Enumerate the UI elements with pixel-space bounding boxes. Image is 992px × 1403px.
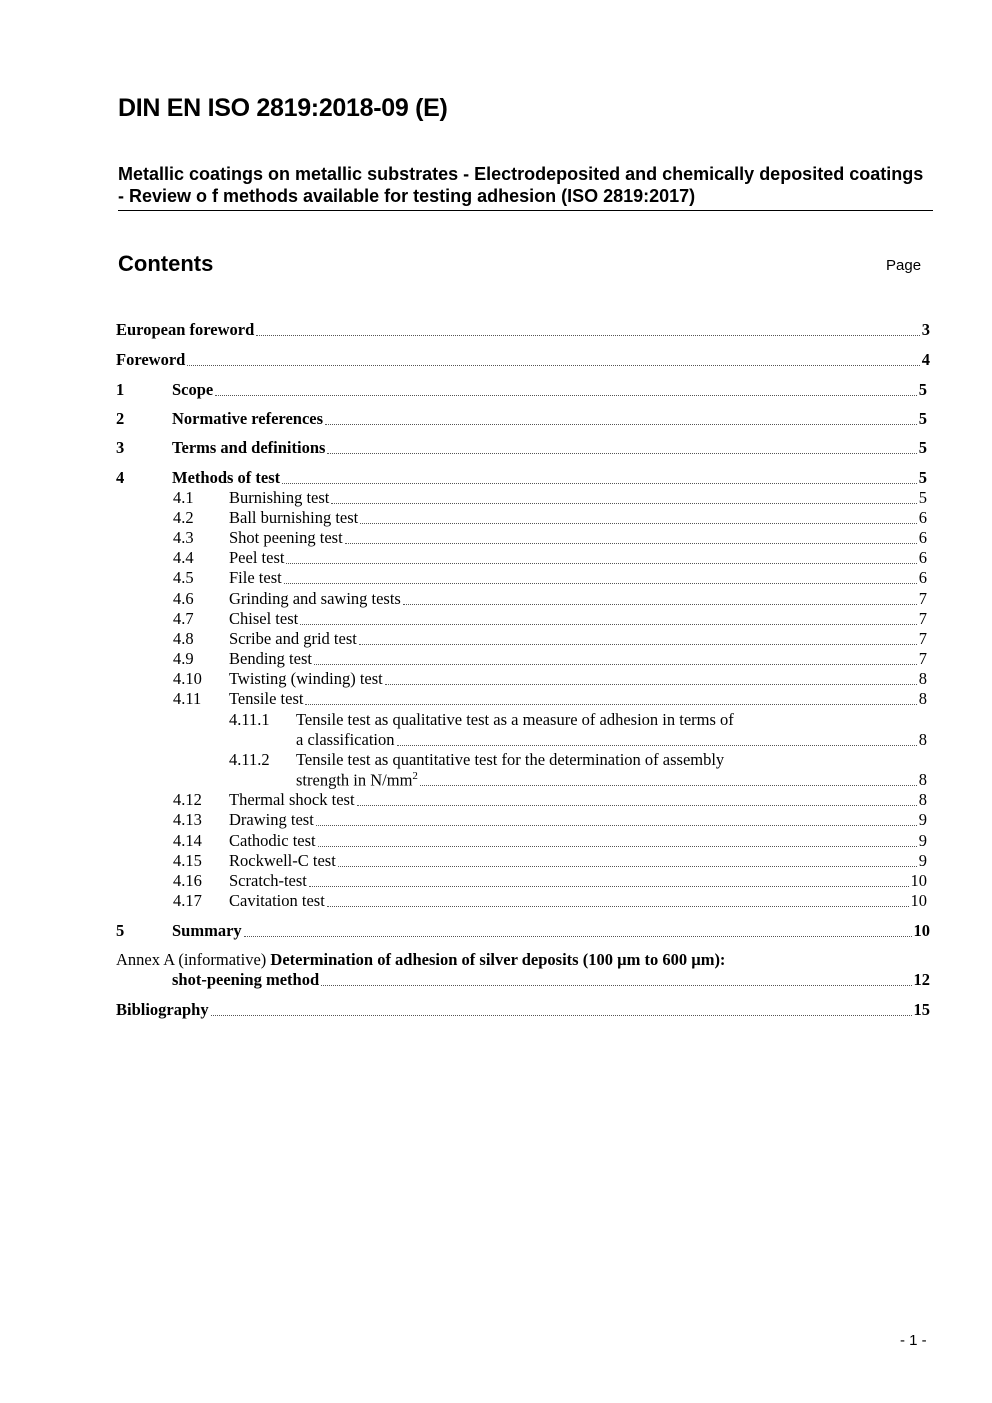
- toc-entry-4[interactable]: [116, 468, 927, 488]
- toc-entry-number: 4.1: [173, 488, 194, 507]
- toc-entry-4-13[interactable]: [173, 810, 927, 830]
- toc-entry-title: Ball burnishing test: [229, 508, 359, 527]
- toc-leader: [284, 583, 917, 584]
- annex-prefix: Annex A (informative): [116, 950, 271, 969]
- toc-entry-number: 4.4: [173, 548, 194, 567]
- toc-entry-page: 6: [918, 528, 927, 547]
- toc-entry-page: 8: [918, 669, 927, 688]
- toc-entry-title: [116, 950, 725, 970]
- toc-entry-number: 4.6: [173, 589, 194, 608]
- toc-entry-page: 8: [918, 770, 927, 789]
- toc-entry-title: Thermal shock test: [229, 790, 355, 809]
- toc-entry-title: European foreword: [116, 320, 255, 339]
- toc-entry-title: Foreword: [116, 350, 186, 369]
- toc-entry-page: 10: [910, 871, 927, 890]
- toc-entry-4-12[interactable]: [173, 790, 927, 810]
- toc-leader: [403, 604, 917, 605]
- toc-entry-4-3[interactable]: [173, 528, 927, 548]
- toc-entry-number: 4.12: [173, 790, 202, 809]
- document-title: Metallic coatings on metallic substrates - Electrodeposited and chemically deposited coatings - Review o f methods available for testing adhesion (ISO 2819:2017): [118, 163, 933, 211]
- toc-entry-title-cont: shot-peening method: [172, 970, 320, 989]
- toc-entry-4-14[interactable]: [173, 831, 927, 851]
- toc-leader: [420, 785, 917, 786]
- toc-entry-title: Scribe and grid test: [229, 629, 357, 648]
- toc-entry-4-1[interactable]: [173, 488, 927, 508]
- toc-leader: [345, 543, 917, 544]
- toc-entry-4-4[interactable]: [173, 548, 927, 568]
- toc-leader: [338, 866, 917, 867]
- toc-leader: [215, 395, 917, 396]
- toc-entry-page: 15: [913, 1000, 930, 1019]
- toc-entry-title: Peel test: [229, 548, 285, 567]
- toc-entry-page: 10: [913, 921, 930, 940]
- toc-entry-number: 4.5: [173, 568, 194, 587]
- toc-leader: [321, 985, 911, 986]
- toc-leader: [314, 664, 917, 665]
- toc-leader: [305, 704, 916, 705]
- toc-entry-number: 4.11: [173, 689, 202, 708]
- toc-entry-page: 8: [918, 790, 927, 809]
- toc-entry-number: 4.17: [173, 891, 202, 910]
- superscript-exponent: 2: [412, 769, 418, 782]
- toc-entry-title: File test: [229, 568, 282, 587]
- toc-entry-page: 9: [918, 831, 927, 850]
- toc-entry-page: 5: [918, 488, 927, 507]
- toc-entry-annex-a-line1[interactable]: [116, 950, 930, 970]
- toc-entry-4-5[interactable]: [173, 568, 927, 588]
- toc-entry-4-11-2-line2[interactable]: [296, 770, 927, 790]
- toc-entry-title: Cavitation test: [229, 891, 325, 910]
- toc-entry-4-15[interactable]: [173, 851, 927, 871]
- document-id: DIN EN ISO 2819:2018-09 (E): [118, 94, 448, 122]
- toc-entry-european-foreword[interactable]: [116, 320, 930, 340]
- toc-entry-page: 3: [921, 320, 930, 339]
- toc-entry-title: Chisel test: [229, 609, 299, 628]
- toc-leader: [360, 523, 917, 524]
- toc-leader: [316, 825, 917, 826]
- toc-entry-title: Cathodic test: [229, 831, 316, 850]
- toc-entry-page: 5: [918, 380, 927, 399]
- toc-entry-page: 9: [918, 810, 927, 829]
- toc-entry-number: 4.15: [173, 851, 202, 870]
- toc-entry-number: 4.11.1: [229, 710, 270, 729]
- toc-entry-4-6[interactable]: [173, 589, 927, 609]
- toc-entry-number: 4.16: [173, 871, 202, 890]
- toc-entry-title: Bibliography: [116, 1000, 209, 1019]
- toc-entry-title: Shot peening test: [229, 528, 343, 547]
- toc-entry-page: 6: [918, 508, 927, 527]
- toc-entry-title: Terms and definitions: [172, 438, 326, 457]
- contents-heading: Contents: [118, 251, 214, 276]
- toc-entry-annex-a-line2[interactable]: [172, 970, 930, 990]
- toc-entry-title: Methods of test: [172, 468, 281, 487]
- toc-entry-title: Scope: [172, 380, 214, 399]
- toc-entry-page: 6: [918, 568, 927, 587]
- toc-entry-title: Burnishing test: [229, 488, 330, 507]
- toc-entry-page: 7: [918, 609, 927, 628]
- toc-entry-bibliography[interactable]: [116, 1000, 930, 1020]
- toc-entry-1[interactable]: [116, 380, 927, 400]
- toc-leader: [282, 483, 917, 484]
- toc-entry-title-cont: a classification: [296, 730, 395, 749]
- toc-entry-number: 4.3: [173, 528, 194, 547]
- annex-title: Determination of adhesion of silver deposits (100 µm to 600 µm):: [270, 950, 726, 969]
- toc-entry-number: 4.14: [173, 831, 202, 850]
- toc-entry-page: 4: [921, 350, 930, 369]
- toc-leader: [309, 886, 909, 887]
- toc-entry-number: 4: [116, 468, 125, 487]
- toc-entry-page: 7: [918, 629, 927, 648]
- toc-leader: [244, 936, 912, 937]
- toc-entry-4-8[interactable]: [173, 629, 927, 649]
- toc-entry-4-9[interactable]: [173, 649, 927, 669]
- toc-entry-number: 4.10: [173, 669, 202, 688]
- toc-entry-number: 4.11.2: [229, 750, 270, 769]
- toc-leader: [357, 805, 917, 806]
- toc-leader: [385, 684, 917, 685]
- toc-entry-page: 12: [913, 970, 930, 989]
- toc-entry-title: Drawing test: [229, 810, 314, 829]
- toc-entry-number: 4.8: [173, 629, 194, 648]
- toc-entry-4-7[interactable]: [173, 609, 927, 629]
- toc-entry-page: 9: [918, 851, 927, 870]
- toc-entry-number: 4.7: [173, 609, 194, 628]
- toc-entry-number: 4.2: [173, 508, 194, 527]
- toc-entry-4-11[interactable]: [173, 689, 927, 709]
- toc-entry-title: Tensile test as quantitative test for the determination of assembly: [296, 750, 725, 769]
- toc-entry-title: Summary: [172, 921, 242, 940]
- toc-leader: [325, 424, 917, 425]
- toc-entry-2[interactable]: [116, 409, 927, 429]
- toc-entry-title-text: strength in N/mm: [296, 770, 413, 789]
- toc-leader: [211, 1015, 912, 1016]
- toc-entry-foreword[interactable]: [116, 350, 930, 370]
- toc-entry-page: 6: [918, 548, 927, 567]
- toc-entry-number: 2: [116, 409, 125, 428]
- toc-entry-number: 1: [116, 380, 125, 399]
- toc-leader: [286, 563, 916, 564]
- toc-leader: [256, 335, 919, 336]
- toc-entry-page: 8: [918, 730, 927, 749]
- toc-leader: [327, 453, 916, 454]
- toc-entry-page: 7: [918, 649, 927, 668]
- toc-leader: [331, 503, 916, 504]
- toc-entry-3[interactable]: [116, 438, 927, 458]
- toc-entry-4-17[interactable]: [173, 891, 927, 911]
- toc-entry-number: 4.13: [173, 810, 202, 829]
- toc-entry-title: Tensile test: [229, 689, 304, 708]
- toc-entry-page: 5: [918, 438, 927, 457]
- page-number: - 1 -: [900, 1332, 927, 1349]
- toc-entry-title: Grinding and sawing tests: [229, 589, 401, 608]
- toc-entry-4-2[interactable]: [173, 508, 927, 528]
- toc-entry-page: 8: [918, 689, 927, 708]
- toc-entry-4-10[interactable]: [173, 669, 927, 689]
- toc-leader: [327, 906, 909, 907]
- toc-leader: [187, 365, 919, 366]
- toc-leader: [359, 644, 917, 645]
- toc-entry-4-16[interactable]: [173, 871, 927, 891]
- toc-entry-title-cont: [296, 766, 418, 791]
- toc-leader: [397, 745, 917, 746]
- page-column-heading: Page: [886, 257, 922, 274]
- toc-entry-title: Tensile test as qualitative test as a measure of adhesion in terms of: [296, 710, 734, 729]
- toc-entry-page: 5: [918, 468, 927, 487]
- toc-entry-title: Bending test: [229, 649, 312, 668]
- toc-entry-title: Normative references: [172, 409, 324, 428]
- toc-entry-4-11-1-line2[interactable]: [296, 730, 927, 750]
- toc-entry-number: 4.9: [173, 649, 194, 668]
- toc-entry-title: Twisting (winding) test: [229, 669, 383, 688]
- toc-entry-page: 5: [918, 409, 927, 428]
- toc-entry-title: Rockwell-C test: [229, 851, 336, 870]
- toc-leader: [318, 846, 917, 847]
- toc-leader: [300, 624, 917, 625]
- toc-entry-5[interactable]: [116, 921, 930, 941]
- toc-entry-page: 7: [918, 589, 927, 608]
- toc-entry-number: 5: [116, 921, 125, 940]
- toc-entry-page: 10: [910, 891, 927, 910]
- toc-entry-title: Scratch-test: [229, 871, 307, 890]
- toc-entry-4-11-1-line1[interactable]: [229, 710, 927, 730]
- toc-entry-number: 3: [116, 438, 125, 457]
